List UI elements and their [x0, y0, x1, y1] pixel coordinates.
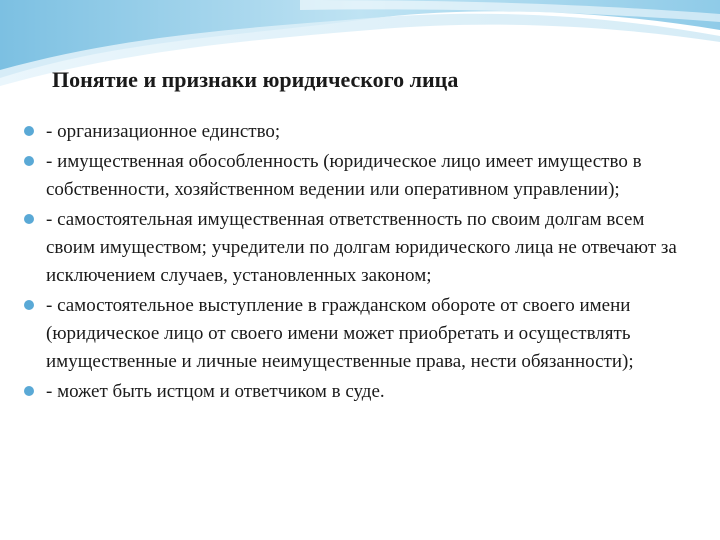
bullet-dot-icon — [24, 300, 34, 310]
list-item — [22, 292, 682, 376]
list-item — [22, 148, 682, 204]
bullet-dot-icon — [24, 214, 34, 224]
bullet-text: - самостоятельное выступление в гражданском обороте от своего имени (юридическое лицо от своего имени может приобретать и осуществлять имущественные и личные неимущественные права, нести обязанности); — [46, 295, 634, 372]
slide-title: Понятие и признаки юридического лица — [52, 67, 459, 92]
bullet-text: - может быть истцом и ответчиком в суде. — [46, 381, 385, 402]
list-item — [22, 378, 682, 406]
bullet-dot-icon — [24, 386, 34, 396]
list-item — [22, 206, 682, 290]
bullet-list — [22, 118, 682, 408]
bullet-text: - организационное единство; — [46, 121, 281, 142]
bullet-dot-icon — [24, 126, 34, 136]
list-item — [22, 118, 682, 146]
bullet-dot-icon — [24, 156, 34, 166]
bullet-text: - имущественная обособленность (юридическое лицо имеет имущество в собственности, хозяйственном ведении или оперативном управлении); — [46, 151, 642, 200]
bullet-text: - самостоятельная имущественная ответственность по своим долгам всем своим имуществом; учредители по долгам юридического лица не отвечают за исключением случаев, установленных законом; — [46, 209, 677, 286]
